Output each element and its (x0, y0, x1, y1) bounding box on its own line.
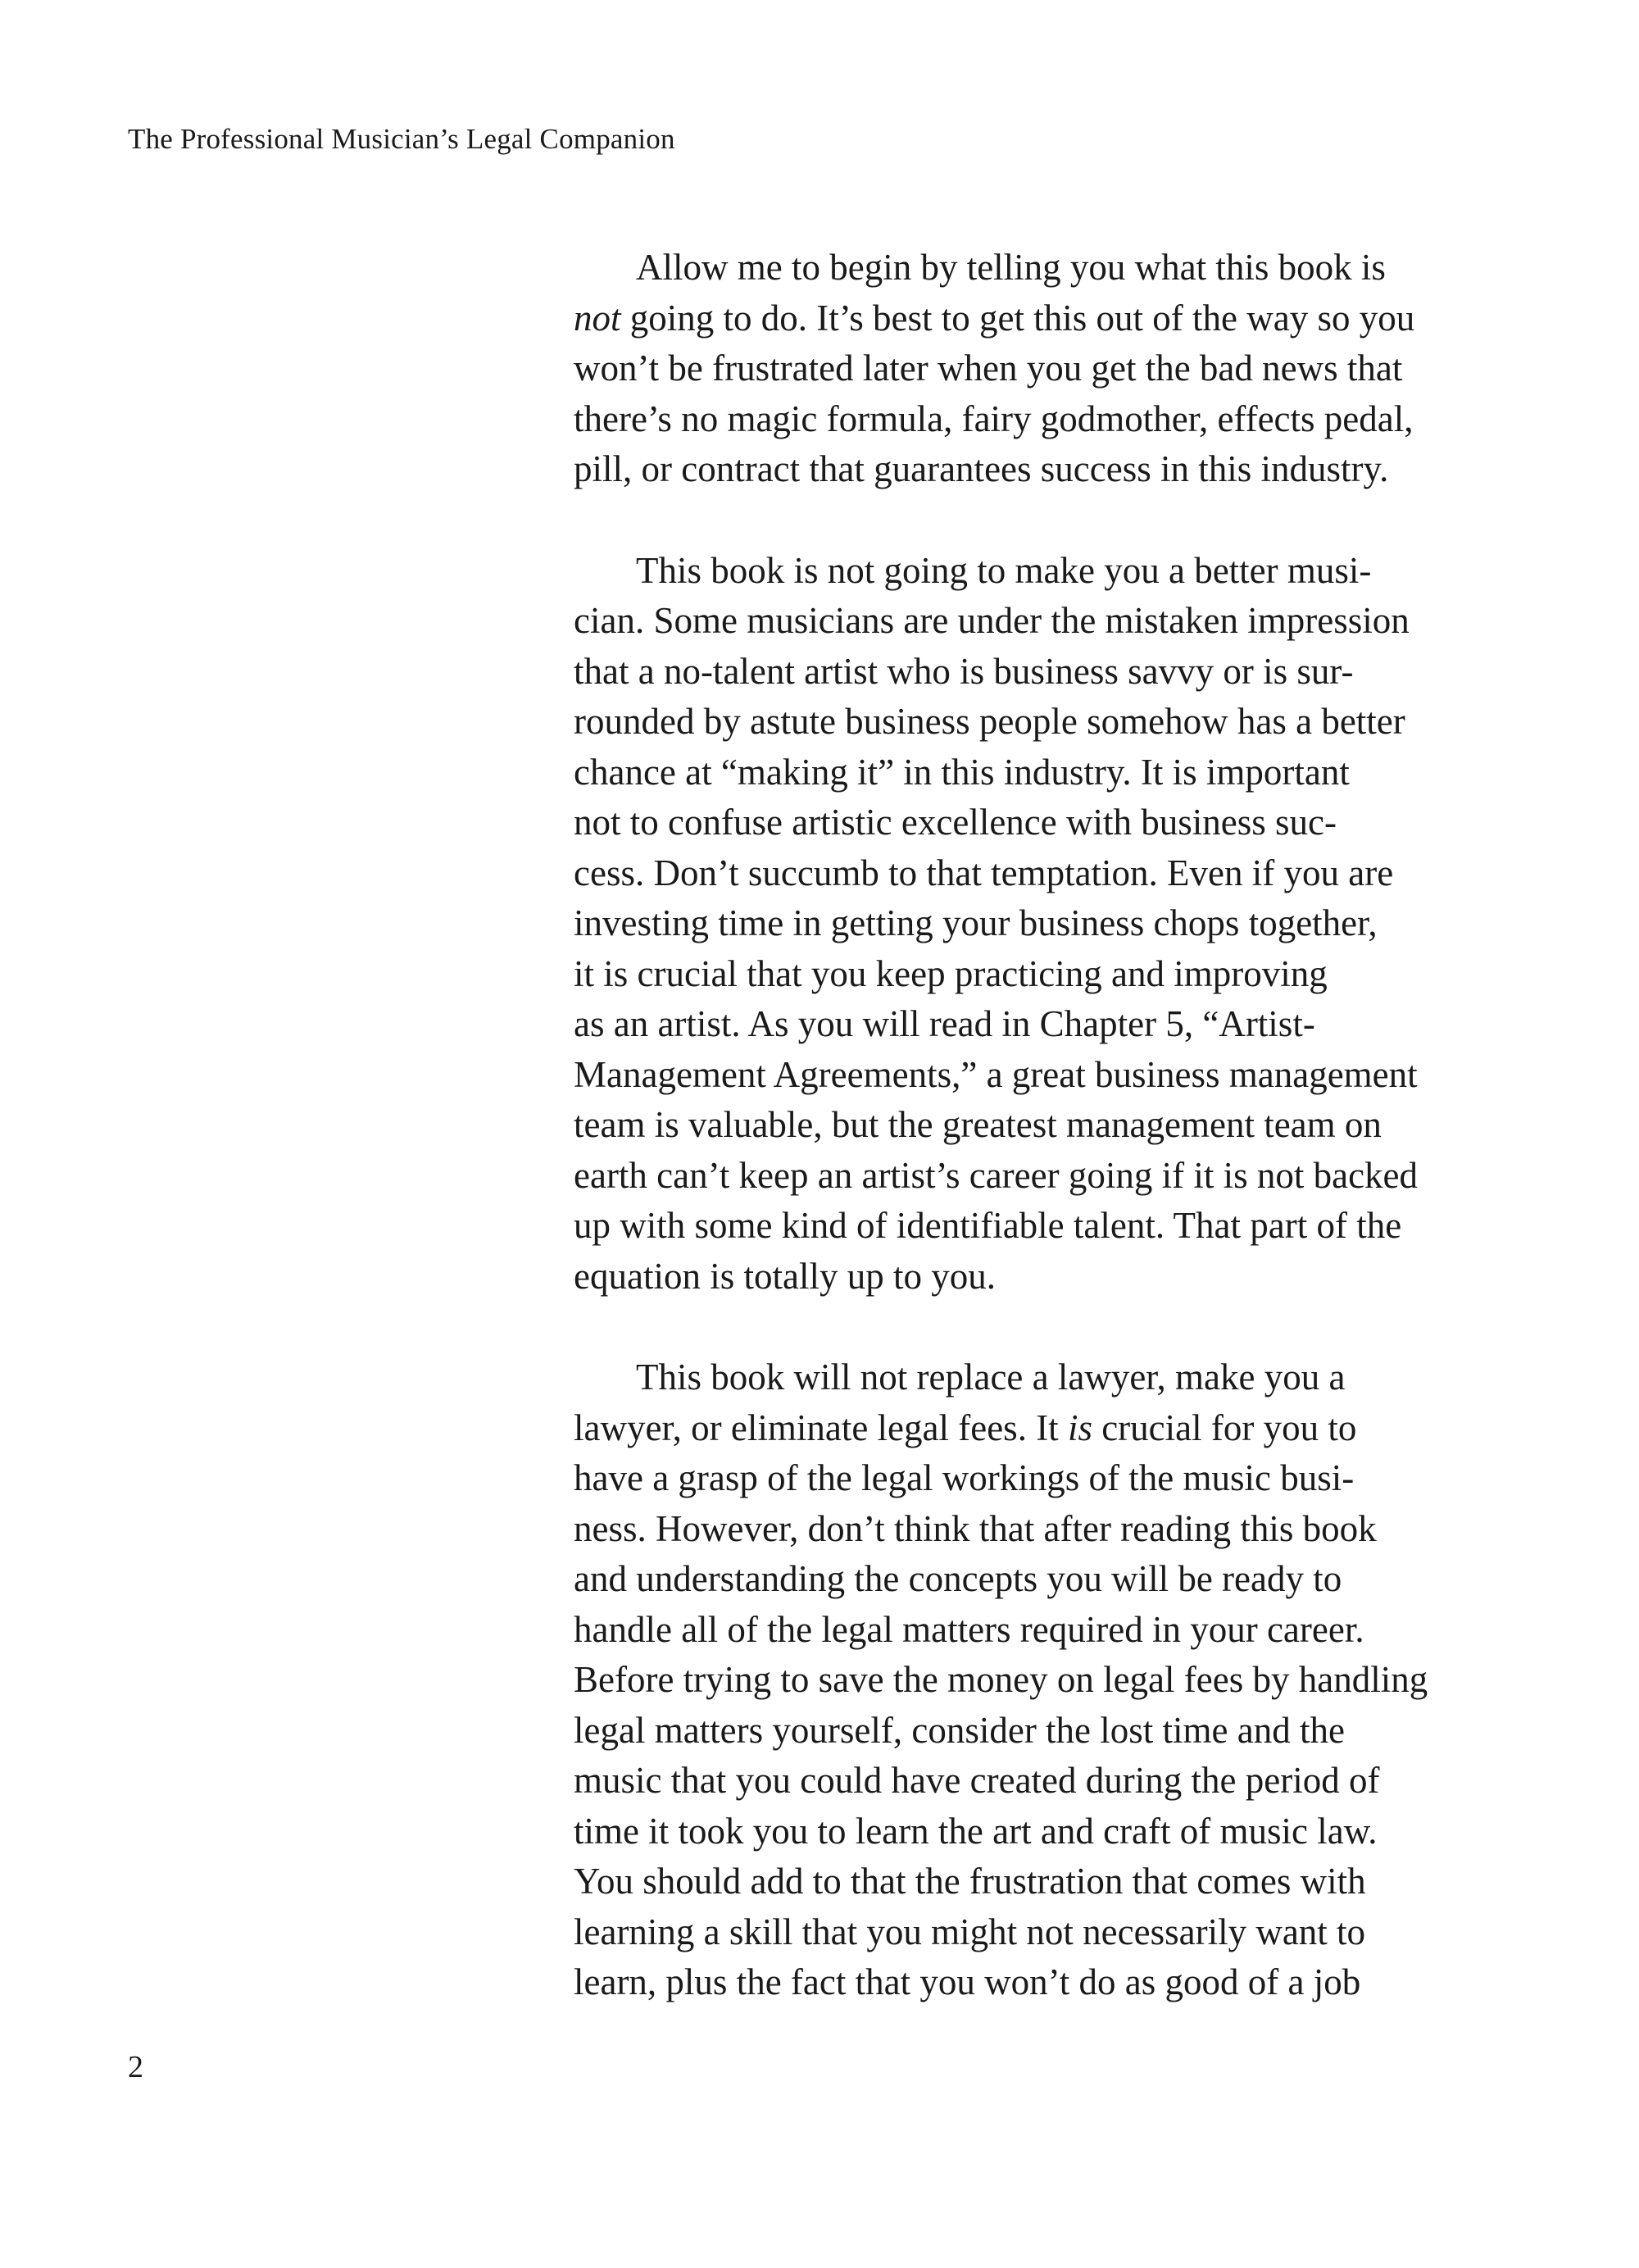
text-segment: lawyer, or eliminate legal fees. It (574, 1407, 1068, 1448)
emphasis-text: is (1067, 1407, 1092, 1448)
text-line: that a no-talent artist who is business savvy or is sur- (574, 650, 1354, 692)
text-line: pill, or contract that guarantees success in this industry. (574, 448, 1389, 489)
text-line: Allow me to begin by telling you what this book is (636, 247, 1386, 288)
text-line: as an artist. As you will read in Chapter 5, “Artist- (574, 1003, 1315, 1044)
text-line: rounded by astute business people somehow has a better (574, 701, 1405, 742)
text-line: investing time in getting your business chops together, (574, 902, 1378, 943)
text-line (574, 1403, 1508, 1454)
text-line: up with some kind of identifiable talent. That part of the (574, 1205, 1402, 1246)
text-line: cess. Don’t succumb to that temptation. Even if you are (574, 852, 1394, 893)
text-line: earth can’t keep an artist’s career going if it is not backed (574, 1154, 1419, 1196)
text-line: learning a skill that you might not necessarily want to (574, 1911, 1366, 1952)
text-line: equation is totally up to you. (574, 1255, 996, 1297)
text-line: learn, plus the fact that you won’t do as good of a job (574, 1961, 1361, 2002)
text-line: cian. Some musicians are under the mistaken impression (574, 600, 1410, 641)
paragraph-1 (574, 243, 1508, 495)
text-line: This book will not replace a lawyer, make you a (636, 1357, 1346, 1398)
text-line: This book is not going to make you a better musi- (636, 549, 1372, 591)
running-header: The Professional Musician’s Legal Companion (128, 123, 675, 155)
text-line: won’t be frustrated later when you get the bad news that (574, 348, 1403, 389)
text-line (574, 293, 1508, 344)
text-line: ness. However, don’t think that after reading this book (574, 1507, 1377, 1549)
text-line: there’s no magic formula, fairy godmother, effects pedal, (574, 398, 1414, 439)
text-line: chance at “making it” in this industry. It is important (574, 751, 1350, 793)
text-line: have a grasp of the legal workings of the music busi- (574, 1457, 1355, 1498)
text-line: time it took you to learn the art and craft of music law. (574, 1810, 1378, 1852)
text-segment: crucial for you to (1092, 1407, 1357, 1448)
emphasis-text: not (574, 297, 621, 339)
paragraph-3 (574, 1352, 1508, 2008)
body-text (574, 243, 1508, 2059)
text-line: handle all of the legal matters required in your career. (574, 1608, 1364, 1650)
paragraph-2 (574, 546, 1508, 1302)
text-line: You should add to that the frustration that comes with (574, 1861, 1366, 1902)
text-line: Management Agreements,” a great business management (574, 1053, 1418, 1095)
text-line: music that you could have created during the period of (574, 1760, 1380, 1801)
text-line: it is crucial that you keep practicing and improving (574, 952, 1328, 994)
text-line: legal matters yourself, consider the lost time and the (574, 1709, 1345, 1751)
text-line: team is valuable, but the greatest management team on (574, 1104, 1382, 1145)
text-line: and understanding the concepts you will be ready to (574, 1558, 1342, 1599)
text-line: Before trying to save the money on legal fees by handling (574, 1659, 1428, 1700)
page-number: 2 (128, 2050, 143, 2084)
text-segment: going to do. It’s best to get this out of the way so you (620, 297, 1415, 339)
text-line: not to confuse artistic excellence with business suc- (574, 802, 1337, 843)
